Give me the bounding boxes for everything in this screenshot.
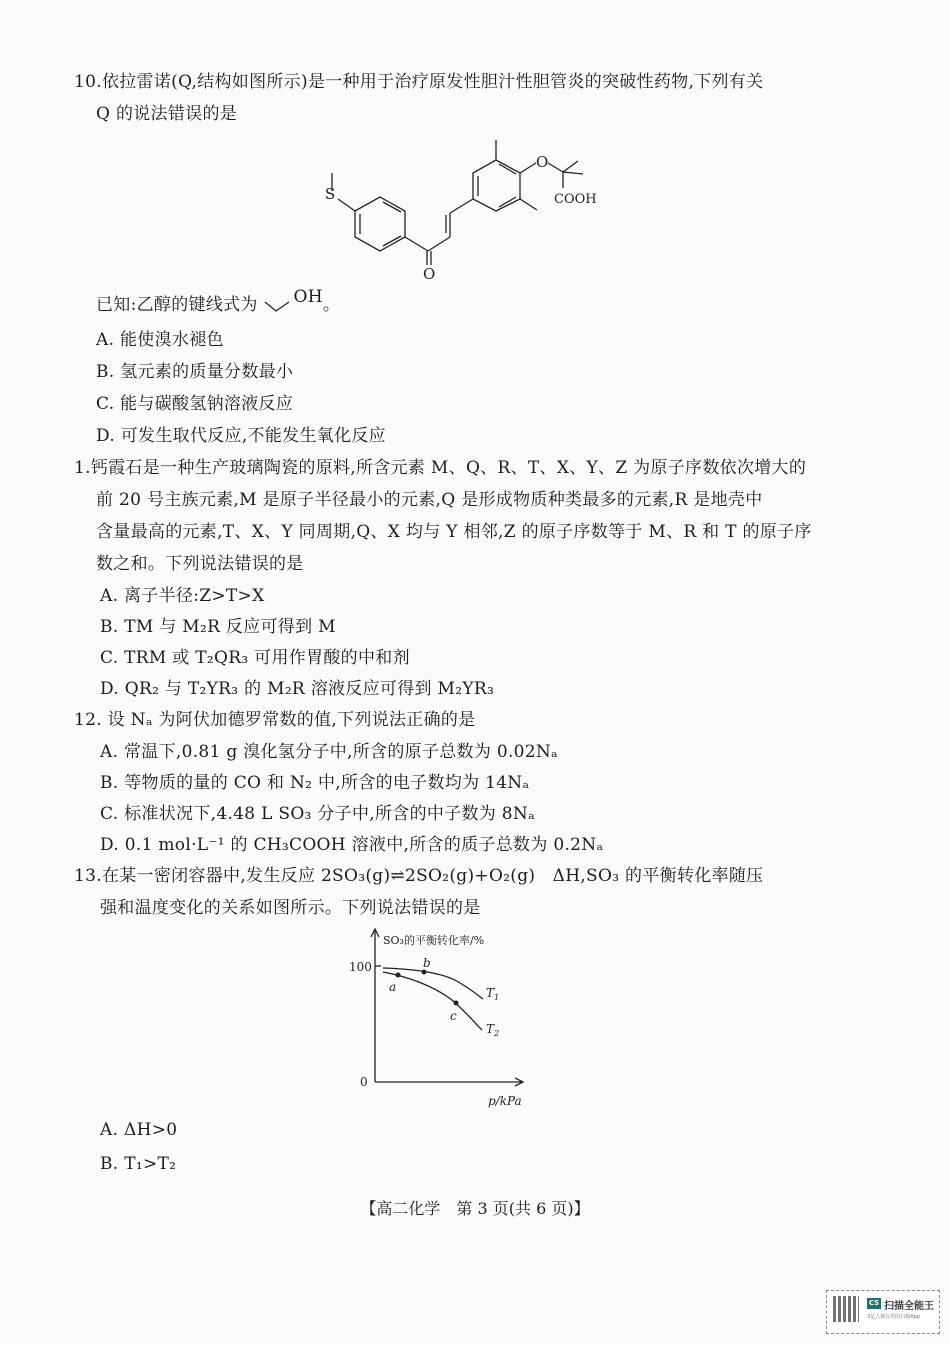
- q11-option-c: C. TRM 或 T₂QR₃ 可用作胃酸的中和剂: [100, 648, 410, 668]
- q12-option-a: A. 常温下,0.81 g 溴化氢分子中,所含的原子总数为 0.02Nₐ: [100, 742, 558, 762]
- q12-option-b: B. 等物质的量的 CO 和 N₂ 中,所含的电子数均为 14Nₐ: [100, 773, 530, 793]
- q10-number: 10.: [74, 72, 102, 92]
- point-a-label: a: [389, 980, 397, 994]
- q10-stem-line1: 10.依拉雷诺(Q,结构如图所示)是一种用于治疗原发性胆汁性胆管炎的突破性药物,下列有关: [74, 72, 764, 92]
- badge-slogan: 3亿人都在用的扫描App: [867, 1314, 920, 1320]
- ethanol-oh-label: OH: [293, 287, 323, 307]
- cooh-label: COOH: [554, 192, 597, 207]
- curve-t2: [383, 972, 482, 1030]
- point-c-label: c: [450, 1009, 457, 1023]
- ethanol-skeletal-icon: [263, 296, 293, 314]
- q13-stem-line1: 13.在某一密闭容器中,发生反应 2SO₃(g)⇌2SO₂(g)+O₂(g) ΔH,SO₃ 的平衡转化率随压: [74, 866, 764, 886]
- badge-brand: 扫描全能王: [884, 1301, 934, 1312]
- camscanner-logo-icon: CS: [868, 1299, 880, 1307]
- q13-number: 13.: [74, 866, 102, 886]
- q12-stem: 12. 设 Nₐ 为阿伏加德罗常数的值,下列说法正确的是: [74, 710, 476, 730]
- y-tick-100: 100: [349, 960, 372, 974]
- curve-t2-label: $T_2$: [486, 1022, 500, 1038]
- page-footer: 【高二化学 第 3 页(共 6 页)】: [360, 1199, 590, 1218]
- y-axis-label: SO₃的平衡转化率/%: [383, 934, 485, 947]
- ether-oxygen-label: O: [536, 153, 549, 171]
- q10-stem-line2: Q 的说法错误的是: [96, 104, 238, 124]
- q13-stem-line2: 强和温度变化的关系如图所示。下列说法错误的是: [100, 898, 481, 918]
- q11-option-b: B. TM 与 M₂R 反应可得到 M: [100, 617, 336, 637]
- x-axis-label: p/kPa: [488, 1094, 522, 1108]
- scanner-watermark-badge: [826, 1290, 940, 1334]
- point-b-label: b: [423, 956, 431, 970]
- point-b: [422, 970, 427, 975]
- q11-stem-line1: 1.钙霞石是一种生产玻璃陶瓷的原料,所含元素 M、Q、R、T、X、Y、Z 为原子序数依次增大的: [74, 458, 807, 478]
- q10-option-b: B. 氢元素的质量分数最小: [96, 362, 294, 382]
- q13-option-b: B. T₁>T₂: [100, 1154, 177, 1174]
- q10-option-a: A. 能使溴水褪色: [96, 330, 224, 350]
- q11-number: 1.: [74, 458, 91, 478]
- q12-option-c: C. 标准状况下,4.48 L SO₃ 分子中,所含的中子数为 8Nₐ: [100, 804, 535, 824]
- q10-option-c: C. 能与碳酸氢钠溶液反应: [96, 394, 294, 414]
- qr-code-icon: [833, 1296, 859, 1322]
- q10-structure-figure: [310, 133, 610, 283]
- q11-option-a: A. 离子半径:Z>T>X: [100, 586, 265, 606]
- q12-number: 12.: [74, 710, 102, 730]
- ketone-oxygen-label: O: [423, 265, 436, 283]
- q10-hint: 已知:乙醇的键线式为 OH。: [96, 287, 341, 315]
- q12-option-d: D. 0.1 mol·L⁻¹ 的 CH₃COOH 溶液中,所含的质子总数为 0.2Nₐ: [100, 835, 604, 855]
- sulfur-label: S: [325, 185, 336, 203]
- y-tick-0: 0: [360, 1075, 368, 1089]
- point-c: [454, 1001, 459, 1006]
- q11-stem-line2: 前 20 号主族元素,M 是原子半径最小的元素,Q 是形成物质种类最多的元素,R 是地壳中: [96, 490, 763, 510]
- curve-t1-label: $T_1$: [486, 986, 500, 1002]
- q13-option-a: A. ΔH>0: [100, 1120, 178, 1140]
- q11-stem-line4: 数之和。下列说法错误的是: [96, 554, 304, 574]
- point-a: [396, 973, 401, 978]
- q13-conversion-chart: [340, 925, 540, 1110]
- q11-stem-line3: 含量最高的元素,T、X、Y 同周期,Q、X 均与 Y 相邻,Z 的原子序数等于 M、R 和 T 的原子序: [96, 522, 812, 542]
- q10-option-d: D. 可发生取代反应,不能发生氧化反应: [96, 426, 386, 446]
- q11-option-d: D. QR₂ 与 T₂YR₃ 的 M₂R 溶液反应可得到 M₂YR₃: [100, 679, 495, 699]
